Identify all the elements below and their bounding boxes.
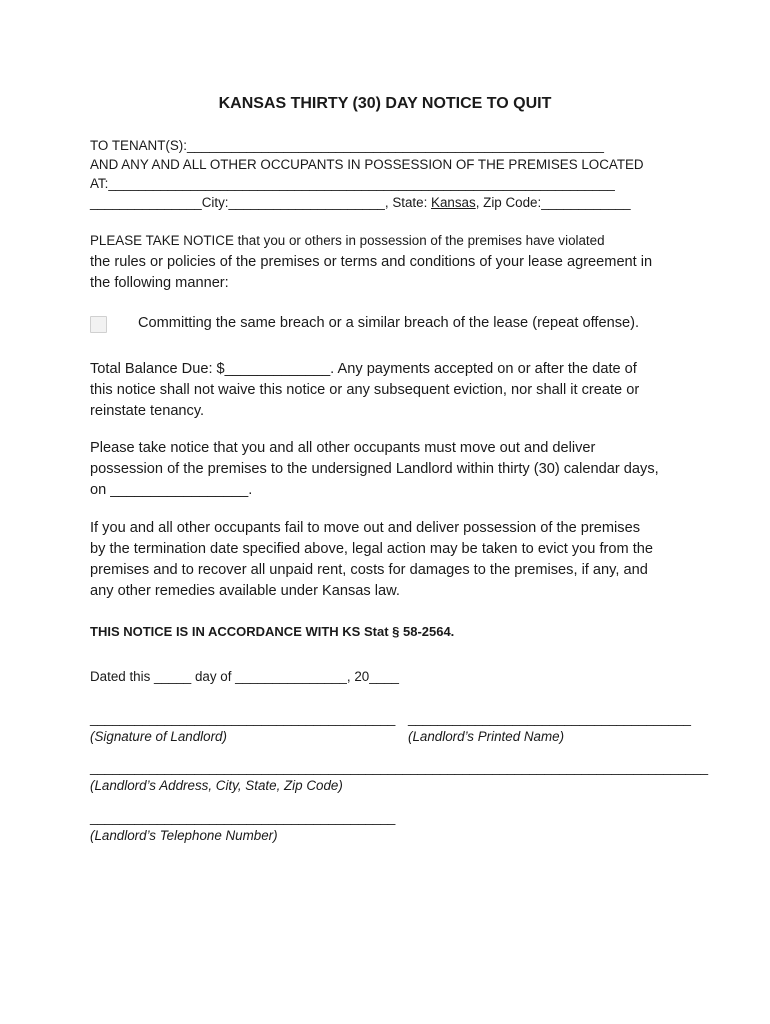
zip-blank: , Zip Code:____________ bbox=[475, 195, 631, 210]
signature-label: (Signature of Landlord) bbox=[90, 729, 227, 744]
to-tenants-line: TO TENANT(S):________________________________________________________ bbox=[90, 138, 605, 153]
balance-line-3: reinstate tenancy. bbox=[90, 403, 205, 419]
dated-line: Dated this _____ day of _______________, 20____ bbox=[90, 669, 399, 684]
move-out-line-2: possession of the premises to the undersigned Landlord within thirty (30) calendar days, bbox=[90, 461, 659, 477]
legal-line-2: by the termination date specified above, legal action may be taken to evict you from the bbox=[90, 541, 653, 557]
address-line bbox=[90, 195, 631, 210]
address-blanks: _______________City:_____________________, State: bbox=[90, 195, 432, 210]
notice-line-2: the rules or policies of the premises or terms and conditions of your lease agreement in bbox=[90, 254, 653, 270]
document-title: KANSAS THIRTY (30) DAY NOTICE TO QUIT bbox=[218, 95, 552, 112]
printed-name-label: (Landlord’s Printed Name) bbox=[408, 729, 565, 744]
address-signature-label: (Landlord’s Address, City, State, Zip Code) bbox=[90, 778, 343, 793]
notice-line-3: the following manner: bbox=[90, 275, 229, 291]
occupants-line: AND ANY AND ALL OTHER OCCUPANTS IN POSSESSION OF THE PREMISES LOCATED bbox=[90, 157, 644, 172]
balance-line-2: this notice shall not waive this notice or any subsequent eviction, nor shall it create or bbox=[90, 382, 640, 398]
checkbox-label: Committing the same breach or a similar breach of the lease (repeat offense). bbox=[138, 315, 640, 331]
move-out-line-1: Please take notice that you and all other occupants must move out and deliver bbox=[90, 440, 596, 456]
telephone-label: (Landlord’s Telephone Number) bbox=[90, 828, 278, 843]
move-out-line-3: on _________________. bbox=[90, 482, 253, 498]
notice-line-1 bbox=[90, 233, 605, 249]
legal-line-3: premises and to recover all unpaid rent, costs for damages to the premises, if any, and bbox=[90, 562, 648, 578]
signature-line: _________________________________________ bbox=[90, 711, 396, 726]
notice-line-1-text: PLEASE TAKE NOTICE that you or others in possession of the premises have violated bbox=[90, 233, 605, 248]
premises-at-line: AT:____________________________________________________________________ bbox=[90, 176, 615, 191]
telephone-line: _________________________________________ bbox=[90, 810, 396, 825]
statute-reference: THIS NOTICE IS IN ACCORDANCE WITH KS Stat § 58-2564. bbox=[90, 624, 455, 639]
legal-line-1: If you and all other occupants fail to move out and deliver possession of the premises bbox=[90, 520, 641, 536]
printed-name-line: ______________________________________ bbox=[408, 711, 691, 726]
checkbox-icon[interactable] bbox=[90, 316, 107, 333]
balance-line-1: Total Balance Due: $_____________. Any payments accepted on or after the date of bbox=[90, 361, 637, 377]
state-value: Kansas bbox=[431, 195, 476, 210]
address-signature-line: ___________________________________________________________________________________ bbox=[90, 760, 709, 775]
legal-line-4: any other remedies available under Kansas law. bbox=[90, 583, 400, 599]
